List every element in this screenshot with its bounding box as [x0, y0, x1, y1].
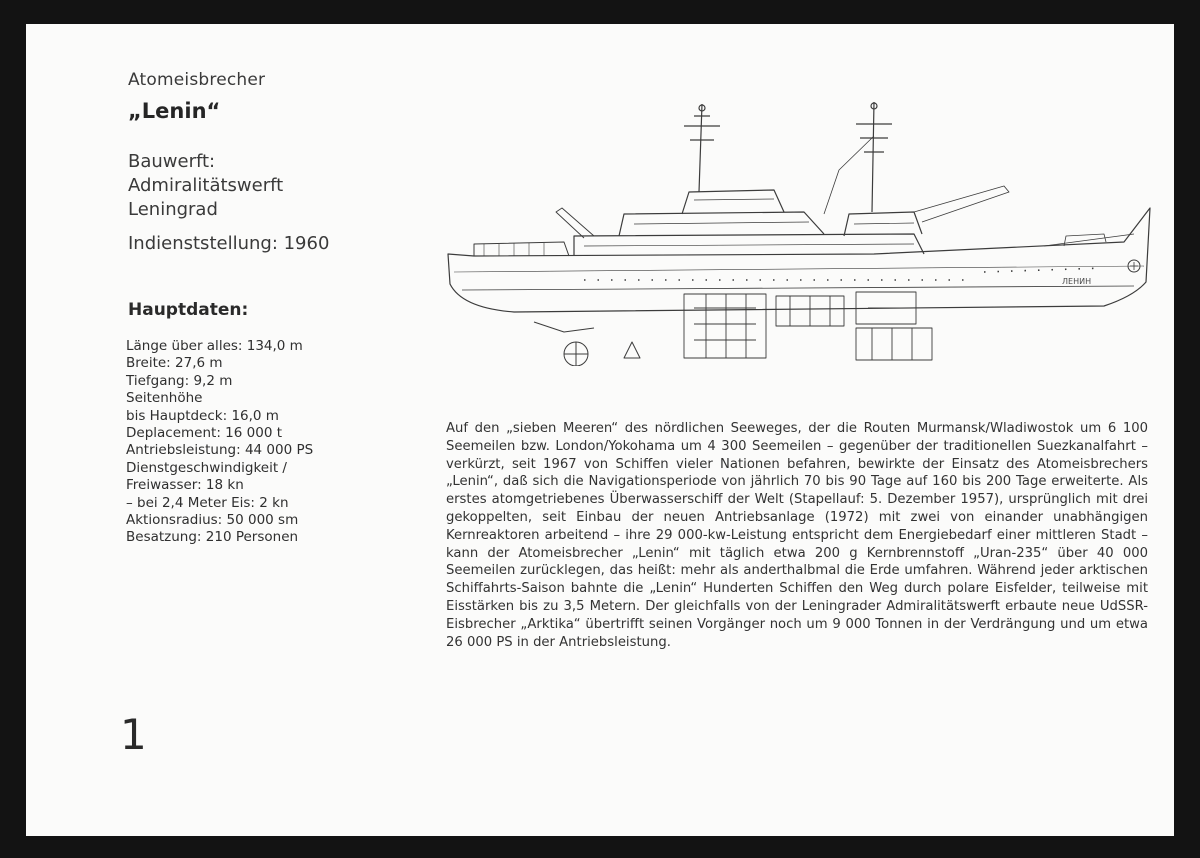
spec-line: Länge über alles: 134,0 m: [126, 338, 303, 354]
spec-line: Besatzung: 210 Personen: [126, 529, 299, 546]
card-number: 1: [120, 710, 147, 759]
spec-line: Freiwasser: 18 kn: [126, 477, 244, 494]
postcard: [26, 24, 1174, 836]
icebreaker-ship-drawing: [444, 96, 1156, 366]
foremast: [684, 104, 720, 192]
shipyard-label: Bauwerft:: [128, 151, 216, 172]
cutaway-machinery: [684, 292, 932, 360]
spec-line: bis Hauptdeck: 16,0 m: [126, 407, 279, 424]
spec-line: Antriebsleistung: 44 000 PS: [126, 442, 314, 459]
spec-line: Aktionsradius: 50 000 sm: [126, 511, 299, 528]
specs-list: [126, 338, 313, 547]
description-text: Auf den „sieben Meeren“ des nördlichen Seeweges, der die Routen Murmansk/Wladiwostok um 6 100 Seemeilen bzw. London/Yokohama um 4 300 Seemeilen – gegenüber der traditionellen Suezkanalfahrt – verkürzt, seit 1967 von Schiffen vieler Nationen befahren, bewirkte der Einsatz des Atomeisbrechers „Lenin“, daß sich die Navigationsperiode von jährlich 70 bis 90 Tage auf 160 bis 200 Tage erweiterte. Als erstes atomgetriebenes Überwasserschiff der Welt (Stapellauf: 5. Dezember 1957), ursprünglich mit drei gekoppelten, seit Einbau der neuen Antriebsanlage (1972) mit zwei von einander unabhängigen Kernreaktoren arbeitend – ihre 29 000-kw-Leistung entspricht dem Energiebedarf einer mittleren Stadt – kann der Atomeisbrecher „Lenin“ mit täglich etwa 200 g Kernbrennstoff „Uran-235“ über 40 000 Seemeilen zurücklegen, das heißt: mehr als anderthalbmal die Erde umfahren. Während jeder arktischen Schiffahrts-Saison bahnte die „Lenin“ Hunderten Schiffen den Weg durch polare Eisfelder, teilweise mit Eisstärken bis zu 3,5 Metern. Der gleichfalls von der Leningrader Admiralitätswerft erbaute neue UdSSR-Eisbrecher „Arktika“ übertrifft seinen Vorgänger noch um 9 000 Tonnen in der Verdrängung und um etwa 26 000 PS in der Antriebsleistung.: [446, 421, 1148, 650]
shipyard-block: [128, 150, 283, 222]
spec-line: Deplacement: 16 000 t: [126, 424, 282, 441]
spec-line: Seitenhöhe: [126, 390, 203, 407]
waterline: [462, 286, 1134, 290]
shipyard-city: Leningrad: [128, 199, 218, 220]
shipyard-name: Admiralitätswerft: [128, 175, 284, 196]
bridge: [682, 190, 784, 214]
spec-line: Dienstgeschwindigkeit /: [126, 459, 287, 476]
spec-line: Breite: 27,6 m: [126, 355, 223, 372]
commissioning-date: Indienststellung: 1960: [128, 233, 330, 254]
mainmast: [856, 102, 892, 212]
spec-line: – bei 2,4 Meter Eis: 2 kn: [126, 494, 289, 511]
ship-type-subtitle: Atomeisbrecher: [128, 70, 266, 90]
spec-line: Tiefgang: 9,2 m: [126, 372, 233, 389]
specs-heading: Hauptdaten:: [128, 300, 249, 320]
hull-name-label: ЛЕНИН: [1062, 277, 1092, 286]
portholes: [584, 268, 1104, 280]
propeller-and-rudder: [534, 322, 640, 366]
ship-name-title: „Lenin“: [128, 99, 221, 123]
